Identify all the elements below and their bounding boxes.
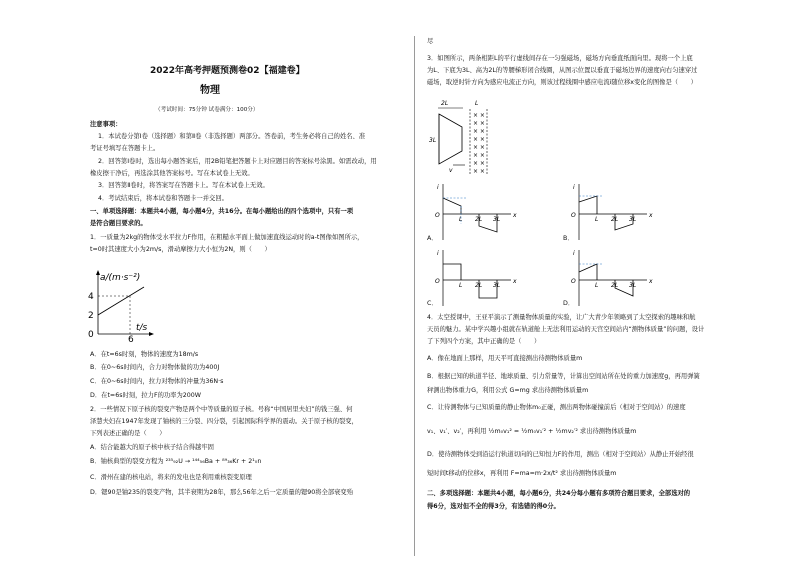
dim-label: 3L	[429, 137, 437, 144]
graph-option-c	[431, 246, 531, 310]
current-curve	[443, 198, 461, 214]
tick: 2L	[611, 282, 619, 289]
question-3-text: 3．如图所示，两条相距L的平行虚线间存在一匀强磁场，磁场方向垂直纸面向里。现将一个上底	[427, 55, 693, 62]
option-label: A．	[427, 235, 438, 242]
tick: L	[595, 216, 599, 223]
subject-title: 物理	[200, 85, 220, 96]
x-tick: 6	[128, 335, 134, 342]
tick: 3L	[629, 216, 637, 223]
notice-line: 1．本试卷分第Ⅰ卷（选择题）和第Ⅱ卷（非选择题）两部分。答卷前，考生务必将自己的姓名、准	[98, 133, 366, 140]
exam-title: 2022年高考押题预测卷02【福建卷】	[150, 66, 305, 76]
svg-text:× ×: × ×	[473, 152, 485, 159]
svg-text:× ×: × ×	[473, 160, 485, 167]
option: D．使待测物体受到沿运行轨道切向的已知恒力F的作用，测出（相对于空间站）从静止开始经很	[427, 451, 694, 458]
graph-option-b	[567, 180, 667, 244]
section-heading: 得6分，选对但不全的得3分，有选错的得0分。	[427, 503, 560, 510]
axis-label: x	[649, 212, 653, 219]
question-1-text: t=0时其速度大小为2m/s，滑动摩擦力大小恒为2N，则（ ）	[90, 246, 271, 253]
y-tick: 4	[88, 292, 94, 302]
exam-meta: （考试时间：75分钟 试卷满分：100分）	[155, 107, 259, 113]
svg-text:× ×: × ×	[473, 128, 485, 135]
trapezoid-coil	[439, 114, 462, 164]
axis-label: i	[437, 250, 439, 257]
x-axis-label: t/s	[136, 323, 148, 333]
axis-label: i	[573, 250, 575, 257]
origin-label: O	[435, 278, 440, 285]
option: B．根据已知的轨道半径、地球质量、引力常量等，计算出空间站所在处的重力加速度g，再用弹簧	[427, 373, 700, 380]
axis-label: i	[573, 184, 575, 191]
tick: 2L	[475, 216, 483, 223]
option: A．在t=6s时刻，物体的速度为18m/s	[90, 351, 199, 358]
y-axis-label: a/(m·s⁻²)	[100, 273, 141, 283]
origin-label: O	[571, 278, 576, 285]
origin-label: O	[571, 212, 576, 219]
svg-text:× ×: × ×	[473, 168, 485, 175]
axis-label: x	[513, 278, 517, 285]
current-curve	[579, 264, 597, 280]
option: B．在0~6s时间内，合力对物体做的功为400J	[90, 364, 220, 371]
tick: 3L	[493, 216, 501, 223]
continued-fragment: 尽	[427, 38, 434, 45]
option-label: D．	[563, 300, 575, 307]
question-3-text: 为L、下底为3L、高为2L的等腰梯形闭合线圈，从图示位置以垂直于磁场边界的速度向右匀速穿过	[427, 67, 698, 74]
option: 短时间t移动的位移x，再利用 F=ma=m·2x/t² 求出待测物体质量m	[427, 470, 617, 477]
option: v₁、v₁′、v₂′，再利用 ½m₀v₁² = ½m₀v₁′² + ½mv₂′² 求出待测物体质量m	[427, 428, 637, 435]
graph-option-d	[567, 246, 667, 310]
coil-field-figure	[429, 97, 499, 177]
graph-option-a	[431, 180, 531, 244]
velocity-label: v	[449, 167, 453, 174]
question-4-text: 了下列四个方案，其中正确的是（ ）	[427, 338, 541, 345]
notice-line: 橡皮擦干净后，再选涂其他答案标号。写在本试卷上无效。	[90, 170, 254, 177]
axis-label: i	[437, 184, 439, 191]
option: A．结合能越大的原子核中核子结合得越牢固	[90, 444, 214, 451]
notice-heading: 注意事项：	[90, 121, 122, 128]
svg-text:× ×: × ×	[473, 136, 485, 143]
right-page	[397, 0, 794, 562]
tick: 2L	[475, 282, 483, 289]
option: C．让待测物体与已知质量的静止物体m₀正碰，测出两物体碰撞前后（相对于空间站）的速度	[427, 404, 686, 411]
a-t-graph	[84, 262, 174, 342]
y-tick: 2	[88, 311, 94, 321]
option: D．在t=6s时刻，拉力F的功率为200W	[90, 392, 202, 399]
question-4-text: 4．太空授课中，王亚平演示了测量物体质量的实验，让广大青少年领略到了太空探索的趣味和航	[427, 314, 696, 321]
a-t-line	[98, 287, 144, 315]
axis-label: x	[649, 278, 653, 285]
y-tick: 0	[88, 330, 94, 340]
option: C．滑州在建的核电站，将来的发电也是利用重核裂变原理	[90, 474, 252, 481]
dim-label: 2L	[441, 100, 449, 107]
tick: 3L	[629, 282, 637, 289]
question-3-text: 磁场，取逆时针方向为感应电流正方向，则该过程线圈中感应电流i随位移x变化的图像是（ ）	[427, 79, 697, 86]
question-4-text: 天员的魅力。某中学兴趣小组就在轨道舱上无法利用运动的天宫空间站内“测物体质量”的问题，设计	[427, 326, 705, 333]
question-2-text: 2．一些情况下原子核的裂变产物是两个中等质量的原子核。号称“中国居里夫妇”的钱三强、何	[90, 406, 353, 413]
option: B．铀核典型的裂变方程为 ²³⁵₉₂U → ¹⁴⁴₅₆Ba + ⁸⁹₃₆Kr + 2¹₀n	[90, 458, 262, 465]
origin-label: O	[435, 212, 440, 219]
section-heading: 是符合题目要求的。	[90, 220, 147, 227]
tick: L	[459, 282, 463, 289]
section-heading: 一、单项选择题：本题共4小题，每小题4分，共16分。在每小题给出的四个选项中，只有一项	[90, 208, 354, 215]
question-2-text: 下列表述正确的是（ ）	[90, 430, 166, 437]
notice-line: 4．考试结束后，将本试卷和答题卡一并交回。	[98, 195, 228, 202]
question-2-text: 泽慧夫妇在1947年发现了铀核的三分裂、四分裂，引起国际科学界的震动。关于原子核的裂变，	[90, 418, 358, 425]
tick: L	[595, 282, 599, 289]
notice-line: 考证号填写在答题卡上。	[90, 145, 160, 152]
current-curve	[579, 196, 597, 214]
x-axis-arrow	[149, 332, 154, 336]
notice-line: 3．回答第Ⅱ卷时，将答案写在答题卡上。写在本试卷上无效。	[98, 182, 269, 189]
tick: 2L	[611, 216, 619, 223]
tick: 3L	[493, 282, 501, 289]
option: 秤测出物体重力G，利用公式 G=mg 求出待测物体质量m	[427, 387, 589, 394]
axis-label: x	[513, 212, 517, 219]
question-1-text: 1．一质量为2kg的物体受水平拉力F作用，在粗糙水平面上做加速直线运动时的a-t图像如图所示，	[90, 234, 364, 241]
field-crosses	[473, 112, 485, 175]
section-heading: 二、多项选择题：本题共4小题，每小题6分，共24分每小题有多项符合题目要求，全部选对的	[427, 490, 691, 497]
dim-label: L	[475, 100, 479, 107]
option-label: B．	[563, 235, 574, 242]
svg-text:× ×: × ×	[473, 120, 485, 127]
current-curve	[443, 264, 461, 280]
notice-line: 2．回答第Ⅰ卷时，选出每小题答案后，用2B铅笔把答题卡上对应题目的答案标号涂黑。如需改动，用	[98, 158, 377, 165]
option: D．锶90是铀235的裂变产物，其半衰期为28年，那么56年之后一定质量的锶90将全部衰变殆	[90, 489, 354, 496]
option: A．像在地面上那样，用天平可直接测出待测物体质量m	[427, 355, 583, 362]
svg-text:× ×: × ×	[473, 144, 485, 151]
tick: L	[459, 216, 463, 223]
option-label: C．	[427, 300, 438, 307]
svg-text:× ×: × ×	[473, 112, 485, 119]
option: C．在0~6s时间内，拉力对物体的冲量为36N·s	[90, 378, 224, 385]
